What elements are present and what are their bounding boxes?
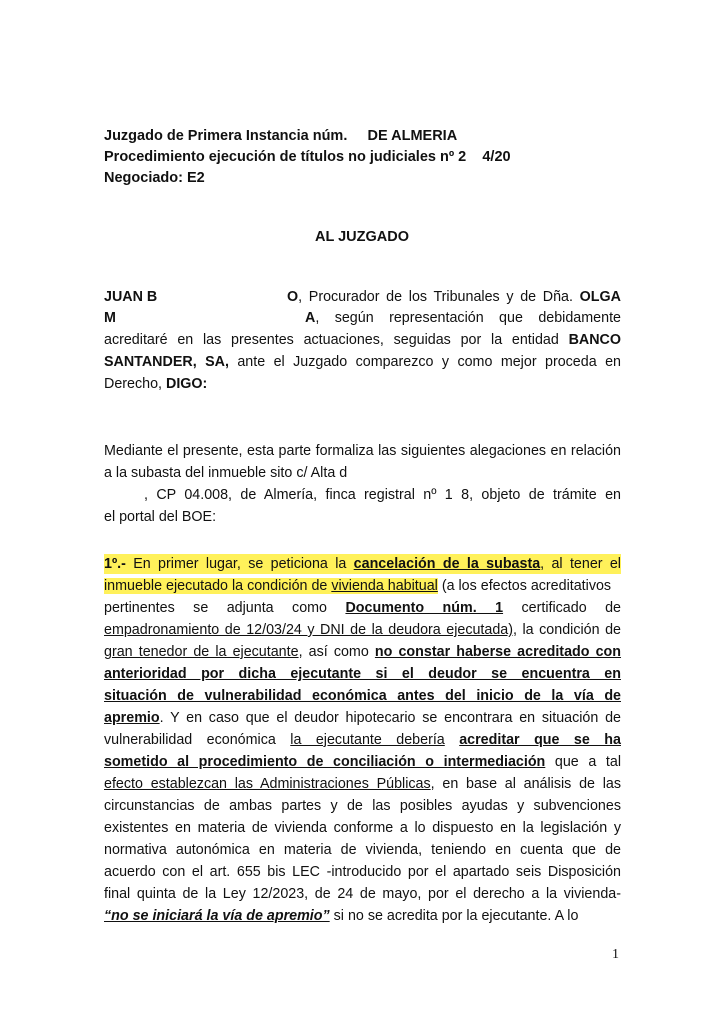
para3-line-5: gran tenedor de la ejecutante, así como no constar haberse acreditado con (104, 644, 622, 660)
para3-line-15: acuerdo con el art. 655 bis LEC -introducido por el apartado seis Disposición (104, 864, 621, 880)
court-line (104, 126, 457, 147)
court-name: Juzgado de Primera Instancia núm. (104, 128, 348, 144)
para3-line-12: circunstancias de ambas partes y de las posibles ayudas y subvenciones (104, 798, 621, 814)
para3-line-4: empadronamiento de 12/03/24 y DNI de la deudora ejecutada), la condición de (104, 622, 621, 638)
intro-line-3: acreditaré en las presentes actuaciones, seguidas por la entidad BANCO (104, 332, 621, 348)
para3-line-11: efecto establezcan las Administraciones Públicas, en base al análisis de las (104, 776, 621, 792)
para3-line-9: vulnerabilidad económica la ejecutante debería acreditar que se ha (104, 732, 621, 748)
client-name: M (104, 310, 116, 326)
para3-line-17: “no se iniciará la vía de apremio” si no se acredita por la ejecutante. A lo (104, 908, 579, 924)
page-number: 1 (612, 947, 619, 962)
para3-line-16: final quinta de la Ley 12/2023, de 24 de mayo, por el derecho a la vivienda- (104, 886, 621, 902)
highlight-2: inmueble ejecutado la condición de vivienda habitual (104, 578, 438, 594)
para2-line-1: Mediante el presente, esta parte formaliza las siguientes alegaciones en relación (104, 443, 621, 459)
para2-line-4: el portal del BOE: (104, 509, 217, 525)
intro-line-1-rest: O, Procurador de los Tribunales y de Dña. OLGA (287, 289, 621, 305)
para2-line-2: a la subasta del inmueble sito c/ Alta d (104, 465, 348, 481)
para3-line-7: situación de vulnerabilidad económica antes del inicio de la vía de (104, 688, 621, 704)
court-city: DE ALMERIA (367, 128, 458, 144)
procedure-number: 4/20 (482, 149, 511, 165)
para3-line-1 (104, 554, 621, 574)
para3-line-6: anterioridad por dicha ejecutante si el deudor se encuentra en (104, 666, 621, 682)
intro-line-2-rest: A, según representación que debidamente (305, 310, 621, 326)
procedure-name: Procedimiento ejecución de títulos no judiciales nº 2 (104, 149, 467, 165)
negociado-line: Negociado: E2 (104, 170, 205, 186)
para3-line-3: pertinentes se adjunta como Documento núm. 1 certificado de (104, 600, 621, 616)
procedure-line (104, 147, 511, 168)
document-title: AL JUZGADO (315, 229, 409, 245)
para3-line-8: apremio. Y en caso que el deudor hipotecario se encontrara en situación de (104, 710, 621, 726)
procurador-name: JUAN B (104, 289, 158, 305)
highlight-1: 1º.- En primer lugar, se peticiona la cancelación de la subasta, al tener el (104, 556, 621, 572)
para3-line-10: sometido al procedimiento de conciliación o intermediación que a tal (104, 754, 621, 770)
para3-line-13: existentes en materia de vivienda conforme a lo dispuesto en la legislación y (104, 820, 621, 836)
para3-line-14: normativa autonómica en materia de vivienda, teniendo en cuenta que de (104, 842, 621, 858)
intro-line-5: Derecho, DIGO: (104, 376, 208, 392)
intro-line-4: SANTANDER, SA, ante el Juzgado comparezco y como mejor proceda en (104, 354, 621, 370)
para3-line-2: inmueble ejecutado la condición de vivienda habitual (a los efectos acreditativos (104, 578, 612, 594)
